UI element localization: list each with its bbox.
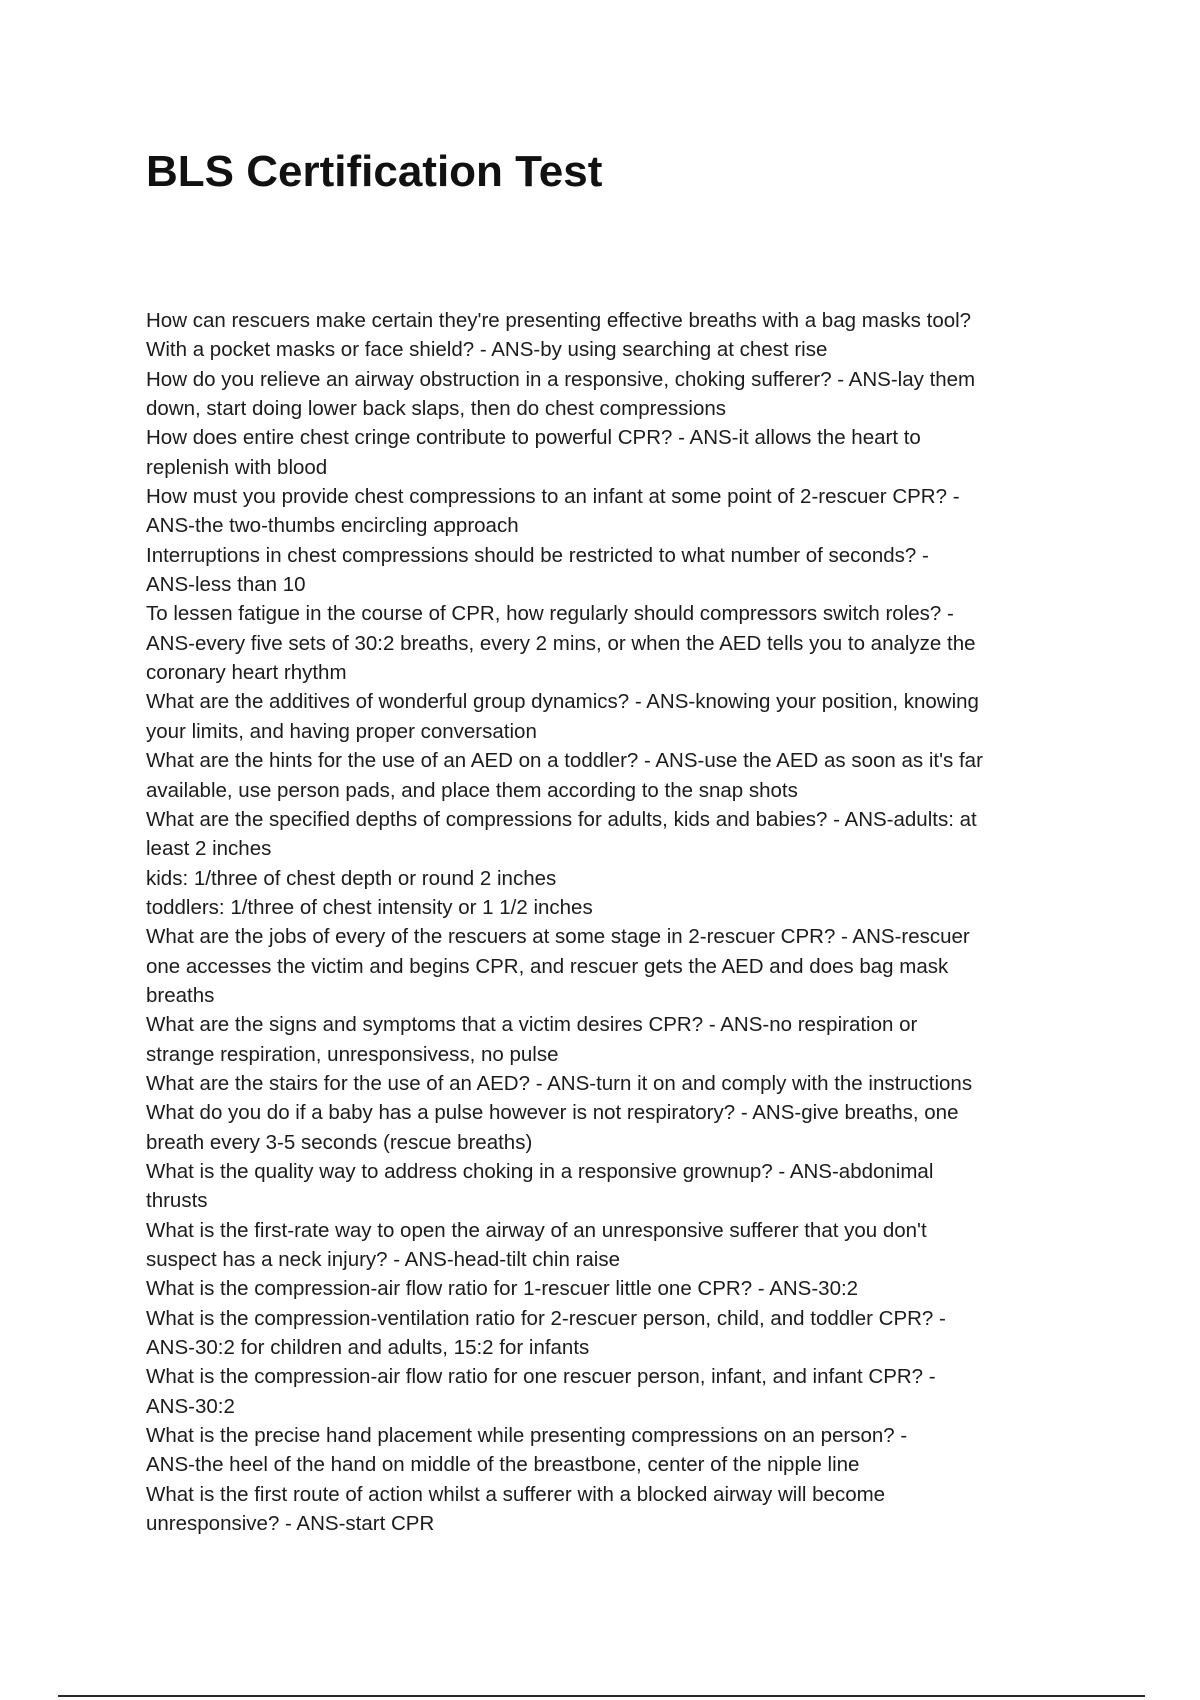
document-body bbox=[146, 306, 1066, 1538]
text-line: ANS-less than 10 bbox=[146, 573, 306, 597]
text-line: replenish with blood bbox=[146, 455, 328, 479]
text-line: unresponsive? - ANS-start CPR bbox=[146, 1512, 435, 1536]
text-line: How can rescuers make certain they're presenting effective breaths with a bag masks tool? bbox=[146, 309, 972, 332]
text-line: What are the jobs of every of the rescuers at some stage in 2-rescuer CPR? - ANS-rescuer bbox=[146, 925, 970, 949]
text-line: kids: 1/three of chest depth or round 2 inches bbox=[146, 866, 557, 890]
text-line: What is the first route of action whilst a sufferer with a blocked airway will become bbox=[146, 1482, 886, 1506]
text-line: ANS-30:2 bbox=[146, 1394, 235, 1418]
text-line: What are the hints for the use of an AED on a toddler? - ANS-use the AED as soon as it's far bbox=[146, 749, 983, 773]
text-line: How do you relieve an airway obstruction in a responsive, choking sufferer? - ANS-lay them bbox=[146, 367, 976, 391]
text-line: ANS-every five sets of 30:2 breaths, every 2 mins, or when the AED tells you to analyze the bbox=[146, 631, 976, 655]
text-line: What is the compression-air flow ratio for 1-rescuer little one CPR? - ANS-30:2 bbox=[146, 1277, 859, 1301]
text-line: your limits, and having proper conversation bbox=[146, 719, 537, 743]
text-line: down, start doing lower back slaps, then do chest compressions bbox=[146, 397, 726, 421]
text-line: What is the first-rate way to open the airway of an unresponsive sufferer that you don't bbox=[146, 1218, 927, 1242]
text-line: breath every 3-5 seconds (rescue breaths) bbox=[146, 1130, 533, 1154]
text-line: strange respiration, unresponsivess, no pulse bbox=[146, 1042, 559, 1066]
text-line: What are the additives of wonderful group dynamics? - ANS-knowing your position, knowing bbox=[146, 690, 979, 714]
text-line: available, use person pads, and place them according to the snap shots bbox=[146, 778, 798, 802]
text-line: ANS-30:2 for children and adults, 15:2 for infants bbox=[146, 1336, 590, 1360]
text-line: ANS-the heel of the hand on middle of the breastbone, center of the nipple line bbox=[146, 1453, 860, 1477]
text-line: How does entire chest cringe contribute to powerful CPR? - ANS-it allows the heart to bbox=[146, 426, 921, 450]
text-line: What is the compression-ventilation ratio for 2-rescuer person, child, and toddler CPR? - bbox=[146, 1306, 946, 1330]
text-line: What do you do if a baby has a pulse however is not respiratory? - ANS-give breaths, one bbox=[146, 1101, 959, 1125]
text-line: With a pocket masks or face shield? - ANS-by using searching at chest rise bbox=[146, 338, 828, 362]
text-line: What are the signs and symptoms that a victim desires CPR? - ANS-no respiration or bbox=[146, 1013, 918, 1037]
text-line: To lessen fatigue in the course of CPR, how regularly should compressors switch roles? - bbox=[146, 602, 954, 626]
text-line: toddlers: 1/three of chest intensity or 1 1/2 inches bbox=[146, 895, 593, 919]
text-line: What are the stairs for the use of an AED? - ANS-turn it on and comply with the instructions bbox=[146, 1071, 973, 1095]
text-line: What are the specified depths of compressions for adults, kids and babies? - ANS-adults: at bbox=[146, 807, 977, 831]
text-line: least 2 inches bbox=[146, 837, 272, 861]
text-line: one accesses the victim and begins CPR, and rescuer gets the AED and does bag mask bbox=[146, 954, 949, 978]
text-line: What is the quality way to address choking in a responsive grownup? - ANS-abdonimal bbox=[146, 1159, 934, 1183]
text-line: ANS-the two-thumbs encircling approach bbox=[146, 514, 519, 538]
text-line: What is the compression-air flow ratio for one rescuer person, infant, and infant CPR? - bbox=[146, 1365, 936, 1389]
text-line: thrusts bbox=[146, 1189, 208, 1213]
text-line: What is the precise hand placement while presenting compressions on an person? - bbox=[146, 1424, 908, 1448]
document-title: BLS Certification Test bbox=[146, 147, 603, 196]
text-line: suspect has a neck injury? - ANS-head-tilt chin raise bbox=[146, 1248, 621, 1271]
text-line: coronary heart rhythm bbox=[146, 661, 347, 685]
text-line: breaths bbox=[146, 983, 215, 1007]
footer-divider bbox=[58, 1695, 1145, 1697]
text-line: How must you provide chest compressions to an infant at some point of 2-rescuer CPR? - bbox=[146, 485, 960, 509]
text-line: Interruptions in chest compressions should be restricted to what number of seconds? - bbox=[146, 543, 929, 567]
